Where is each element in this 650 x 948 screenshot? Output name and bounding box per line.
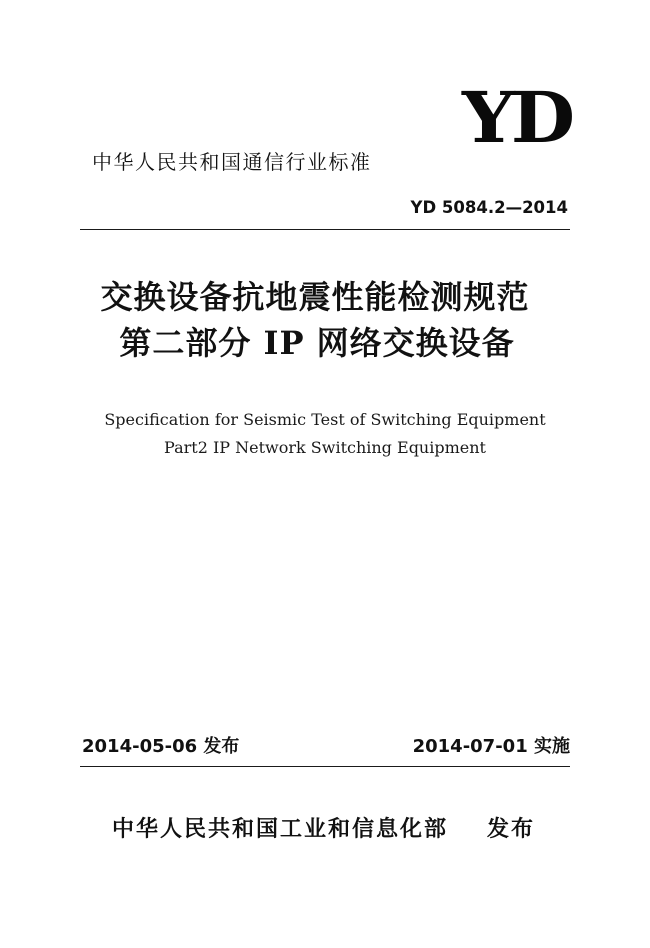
title-english-line-2: Part2 IP Network Switching Equipment (164, 438, 486, 457)
publisher-name: 中华人民共和国工业和信息化部 (112, 817, 449, 842)
standard-number: YD 5084.2—2014 (410, 198, 568, 217)
publish-label: 发布 (487, 817, 536, 842)
standard-category-line: 中华人民共和国通信行业标准 (92, 150, 372, 174)
bottom-divider (80, 766, 570, 767)
title-english-line-1: Specification for Seismic Test of Switching Equipment (104, 410, 546, 429)
top-divider (80, 229, 570, 230)
yd-logo: YD (462, 77, 571, 159)
issue-date: 2014-05-06 发布 (82, 736, 240, 757)
title-chinese-line-1: 交换设备抗地震性能检测规范 (100, 278, 530, 316)
implementation-date: 2014-07-01 实施 (412, 736, 570, 757)
title-chinese-line-2: 第二部分 IP 网络交换设备 (119, 324, 515, 362)
